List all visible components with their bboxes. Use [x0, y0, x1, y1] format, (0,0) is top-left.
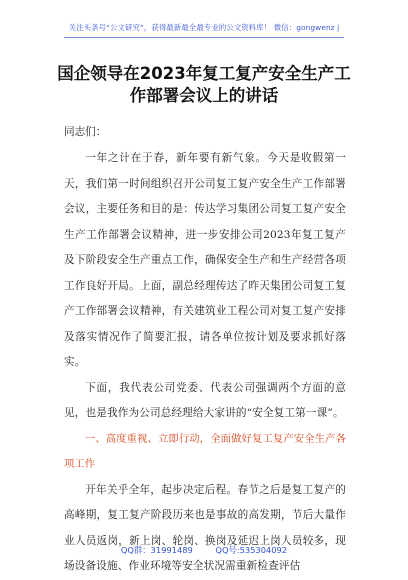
body-paragraph: 开年关乎全年，起步决定后程。春节之后是复工复产的高峰期，复工复产阶段历来也是事故的高发期，节后大量作业人员返岗，新上岗、轮岗、换岗及延迟上岗人员较多，现场设备设施、作业环境等安全状况需重新检查评估: [64, 483, 346, 572]
salutation: 同志们：: [64, 126, 107, 138]
document-body: [64, 146, 346, 580]
title-line-2: 作部署会议上的讲话: [129, 86, 279, 105]
title-line-1: 国企领导在2023年复工复产安全生产工: [57, 64, 351, 83]
footer-contact: [0, 544, 408, 556]
body-paragraph: 一年之计在于春，新年要有新气象。今天是收假第一天，我们第一时间组织召开公司复工复产安全生产工作部署会议，主要任务和目的是：传达学习集团公司复工复产安全生产工作部署会议精神，进一步安排公司2023年复工复产及下阶段安全生产重点工作，确保安全生产和生产经营各项工作良好开局。上面，副总经理传达了昨天集团公司复工复产工作部署会议精神，有关建筑业工程公司对复工复产安排及落实情况作了简要汇报，请各单位按计划及要求抓好落实。: [64, 152, 346, 368]
footer-qq-group: QQ群：31991489: [120, 545, 193, 555]
section-heading: 一、高度重视、立即行动，全面做好复工复产安全生产各项工作: [64, 432, 346, 470]
body-paragraph: 下面，我代表公司党委、代表公司强调两个方面的意见，也是我作为公司总经理给大家讲的“安全复工第一课”。: [64, 381, 346, 419]
header-banner[interactable]: 关注头条号“公文研究”，获得最新最全最专业的公文资料库！ 微信：gongwenz j: [64, 19, 344, 38]
footer-qq: QQ号:535304092: [215, 545, 288, 555]
document-title: [50, 63, 358, 107]
